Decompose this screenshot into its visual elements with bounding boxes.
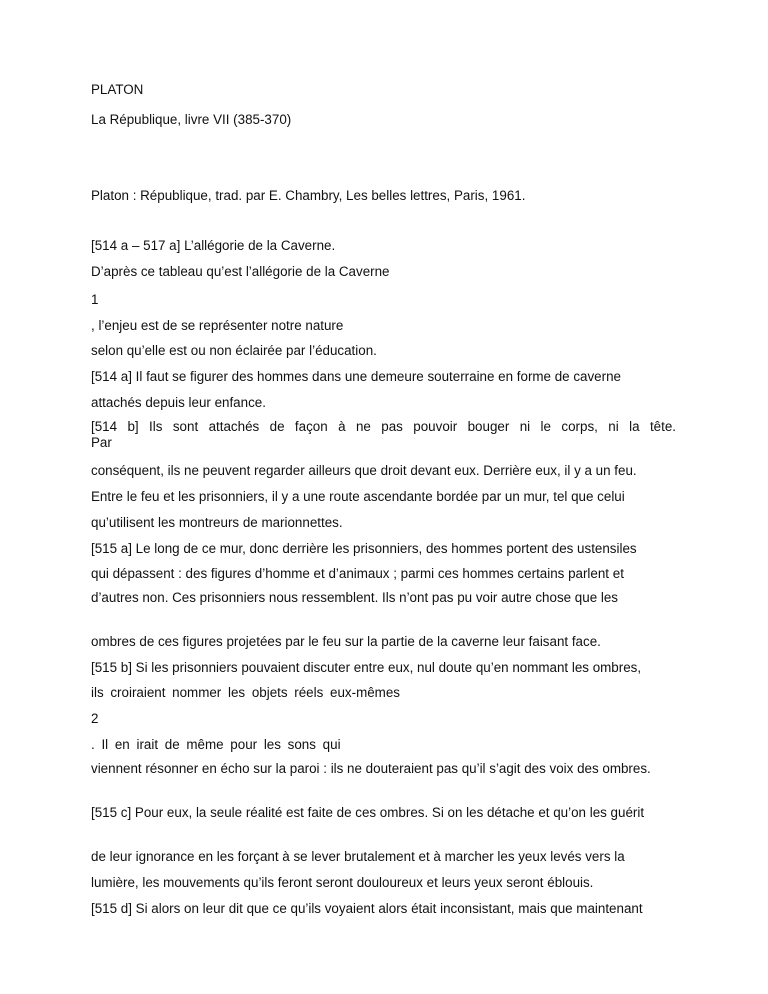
text-line: , l’enjeu est de se représenter notre nature <box>91 318 344 333</box>
text-line: attachés depuis leur enfance. <box>91 395 266 410</box>
text-line: [514 b] Ils sont attachés de façon à ne pas pouvoir bouger ni le corps, ni la tête. Par <box>91 419 676 450</box>
text-line: conséquent, ils ne peuvent regarder ailleurs que droit devant eux. Derrière eux, il y a un feu. <box>91 463 637 478</box>
text-line: selon qu’elle est ou non éclairée par l’éducation. <box>91 343 377 358</box>
translation-reference: Platon : République, trad. par E. Chambry, Les belles lettres, Paris, 1961. <box>91 188 526 203</box>
footnote-ref-2: 2 <box>91 711 99 726</box>
text-line: qu’utilisent les montreurs de marionnettes. <box>91 515 343 530</box>
text-line: ils croiraient nommer les objets réels eux-mêmes <box>91 685 400 700</box>
text-line: ombres de ces figures projetées par le feu sur la partie de la caverne leur faisant face. <box>91 634 601 649</box>
work-title: La République, livre VII (385-370) <box>91 112 292 127</box>
text-line: d’autres non. Ces prisonniers nous ressemblent. Ils n’ont pas pu voir autre chose que les <box>91 590 618 605</box>
section-heading: [514 a – 517 a] L’allégorie de la Caverne. <box>91 238 336 253</box>
text-line: . Il en irait de même pour les sons qui <box>91 737 341 752</box>
text-line: [514 a] Il faut se figurer des hommes dans une demeure souterraine en forme de caverne <box>91 369 621 384</box>
text-line: [515 c] Pour eux, la seule réalité est faite de ces ombres. Si on les détache et qu’on les guérit <box>91 805 645 820</box>
text-line: viennent résonner en écho sur la paroi : ils ne douteraient pas qu’il s’agit des voix des ombres. <box>91 761 651 776</box>
text-line: Entre le feu et les prisonniers, il y a une route ascendante bordée par un mur, tel que celui <box>91 489 625 504</box>
text-line: qui dépassent : des figures d’homme et d’animaux ; parmi ces hommes certains parlent et <box>91 566 624 581</box>
author-heading: PLATON <box>91 82 144 97</box>
text-line: lumière, les mouvements qu’ils feront seront douloureux et leurs yeux seront éblouis. <box>91 875 594 890</box>
text-line: [515 d] Si alors on leur dit que ce qu’ils voyaient alors était inconsistant, mais que maintenant <box>91 901 643 916</box>
text-line: [515 b] Si les prisonniers pouvaient discuter entre eux, nul doute qu’en nommant les ombres, <box>91 660 642 675</box>
text-line: D’après ce tableau qu’est l’allégorie de la Caverne <box>91 264 390 279</box>
footnote-ref-1: 1 <box>91 292 99 307</box>
text-line: [515 a] Le long de ce mur, donc derrière les prisonniers, des hommes portent des ustensiles <box>91 541 637 556</box>
text-line: de leur ignorance en les forçant à se lever brutalement et à marcher les yeux levés vers la <box>91 849 625 864</box>
